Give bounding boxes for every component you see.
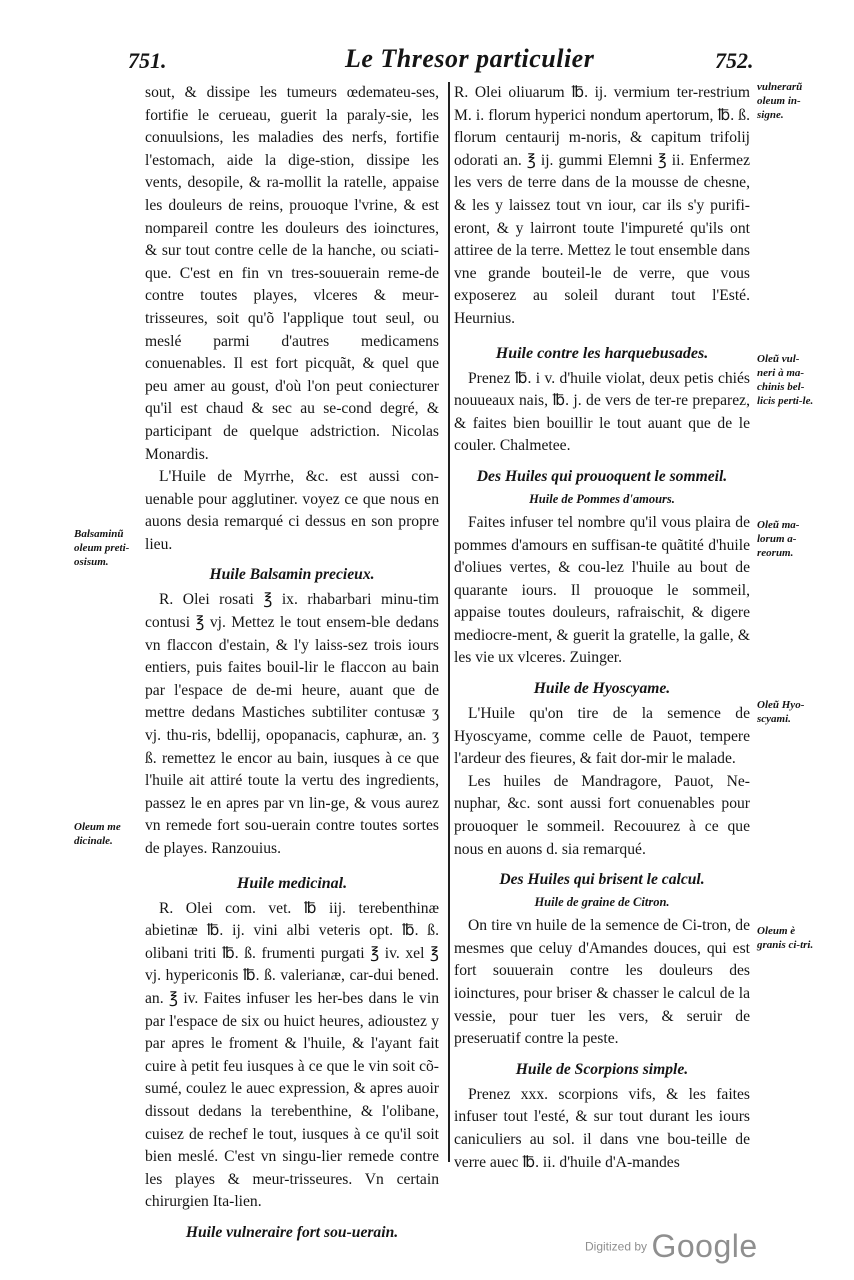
subsection-heading: Huile de Pommes d'amours. [529, 491, 675, 506]
paragraph: R. Olei rosati ℥ ix. rhabarbari minu-tim contusi ℥ vj. Mettez le tout ensem-ble dedans vn flaccon d'estain, & l'y laiss-sez trois iours entiers, puis faites bouil-lir le flaccon au bain par l'espace de de-mi heure, auant que de mettre dedans Mastiches subtiliter contusæ ʒ vj. thu-ris, bdellij, opopanacis, caphuræ, an. ʒ ß. remettez le encor au bain, iusques à ce que l'huile ait attiré toute la vertu des ingredients, passez le en apres par vn lin-ge, & vous aurez vn remede fort sou-uerain contre toutes sortes de playes. Ranzouius. [145, 591, 439, 857]
section-heading: Huile vulneraire fort sou-uerain. [185, 1223, 399, 1241]
paragraph: sout, & dissipe les tumeurs œdemateu-ses, fortifie le cerueau, guerit la paraly-sie, les conuulsions, les maladies des nerfs, fortifie l'estomach, aide la dige-stion, dissipe les vents, desopile, & ra-mollit la ratelle, appaise les douleurs de reins, prouoque l'vrine, & est nompareil contre les douleurs des ioinctures, & sur tout contre celle de la hanche, ou sciati-que. C'est en fin vn tres-souuerain reme-de contre toutes playes, vlceres & meur-trisseures, soit qu'õ l'applique tout seul, ou meslé parmi d'autres medicamens conuenables. Il est fort picquãt, & quel que peu amer au goust, d'où l'on peut coniecturer qu'il est chaud & sec au se-cond degré, & participant de quelque adstriction. Nicolas Monardis. [145, 84, 439, 463]
paragraph: Prenez ℔. i v. d'huile violat, deux petis chiés nouueaux nais, ℔. j. de vers de ter-re preparez, & faites bien bouillir le tout auant que de le couler. Chalmetee. [454, 369, 750, 455]
paragraph: R. Olei com. vet. ℔ iij. terebenthinæ abietinæ ℔. ij. vini albi veteris opt. ℔. ß. olibani triti ℔. ß. frumenti purgati ℥ iv. xel ℥ vj. hypericonis ℔. ß. valerianæ, car-dui bened. an. ℥ iv. Faites infuser les her-bes dans le vin par l'espace de six ou huict heures, adioustez y par apres le froment & l'huile, & l'ayant fait cuire à petit feu iusques à ce que le vin soit cõ-sumé, coulez le auec expression, & apres auoir dissout dedans la terebenthine, & l'olibane, cuisez de rechef le tout, iusques à ce qu'il soit bien meslé. C'est vn singu-lier remede contre les playes & meur-trisseures. Vn certain chirurgien Ita-lien. [145, 899, 439, 1211]
running-title: Le Thresor particulier [345, 44, 595, 73]
section-heading: Huile Balsamin precieux. [209, 566, 375, 584]
left-page-number: 751. [128, 48, 167, 73]
google-logo: Google [651, 1228, 758, 1264]
subsection-heading: Huile de graine de Citron. [534, 895, 670, 910]
section-heading: Huile de Hyoscyame. [533, 680, 671, 698]
section-heading: Des Huiles qui brisent le calcul. [499, 871, 705, 889]
paragraph: Les huiles de Mandragore, Pauot, Ne-nuphar, &c. sont aussi fort conuenables pour prouoquer le sommeil. Recouurez à ce que nous en auons d. sia remarqué. [454, 772, 750, 858]
margin-note: Oleum me dicinale. [74, 821, 121, 847]
paragraph: L'Huile de Myrrhe, &c. est aussi con-uenable pour agglutiner. voyez ce que nous en auons desia remarqué ci dessus en son propre lieu. [145, 468, 439, 553]
margin-note: vulnerarũ oleum in-signe. [757, 81, 803, 121]
paragraph: On tire vn huile de la semence de Ci-tron, de mesmes que celuy d'Amandes douces, qui est fort souuerain contre les douleurs des ioinctures, pour briser & chasser le calcul de la vessie, pour tuer les vers, & seruir de preseruatif contre la peste. [454, 917, 750, 1048]
digitized-label: Digitized by [585, 1239, 648, 1254]
section-heading: Huile medicinal. [236, 874, 348, 892]
margin-note: Balsaminũ oleum preti-osisum. [74, 528, 130, 568]
google-watermark [585, 1228, 758, 1265]
margin-note: Oleũ Hyo-scyami. [757, 699, 805, 725]
margin-note: Oleum è granis ci-tri. [757, 925, 814, 951]
paragraph: Prenez xxx. scorpions vifs, & les faites infuser tout l'esté, & sur tout durant les iours caniculiers au sol. il dans vne bou-teille de verre auec ℔. ii. d'huile d'A-mandes [454, 1085, 750, 1171]
margin-note: Oleũ ma-lorum a-reorum. [757, 519, 800, 559]
section-heading: Huile de Scorpions simple. [515, 1060, 689, 1078]
right-column [454, 82, 750, 1174]
section-heading: Huile contre les harquebusades. [495, 344, 709, 362]
section-heading: Des Huiles qui prouoquent le sommeil. [476, 467, 728, 485]
right-page-number: 752. [715, 48, 754, 73]
left-column [145, 82, 439, 1247]
column-divider [448, 82, 450, 1162]
paragraph: Faites infuser tel nombre qu'il vous plaira de pommes d'amours en suffisan-te quãtité d'huile d'oliues vertes, & cou-lez l'huile au bout de quarante iours. Il prouoque le sommeil, appaise toutes douleurs, rafraischit, & digere mediocre-ment, & guerit la gratelle, la galle, & les vie ux vlceres. Zuinger. [454, 513, 750, 667]
paragraph: R. Olei oliuarum ℔. ij. vermium ter-restrium M. i. florum hyperici nondum apertorum, ℔. ß. florum centaurij m-noris, & capitum trifolij odorati an. ℥ ij. gummi Elemni ℥ ii. Enfermez les vers de terre dans de la mousse de chesne, & les y laissez tout vn iour, car ils s'y purifi-eront, & y lairront toute l'impureté qu'ils ont attiree de la terre. Mettez le tout ensemble dans vne grande bouteil-le de verre, que vous exposerez au soleil durant tout l'Esté. Heurnius. [454, 84, 750, 327]
margin-note: Oleũ vul-neri à ma-chinis bel-licis perti-le. [757, 353, 814, 407]
page-header [120, 40, 770, 80]
paragraph: L'Huile qu'on tire de la semence de Hyoscyame, comme celle de Pauot, tempere l'ardeur des fieures, & fait dor-mir le malade. [454, 705, 750, 768]
